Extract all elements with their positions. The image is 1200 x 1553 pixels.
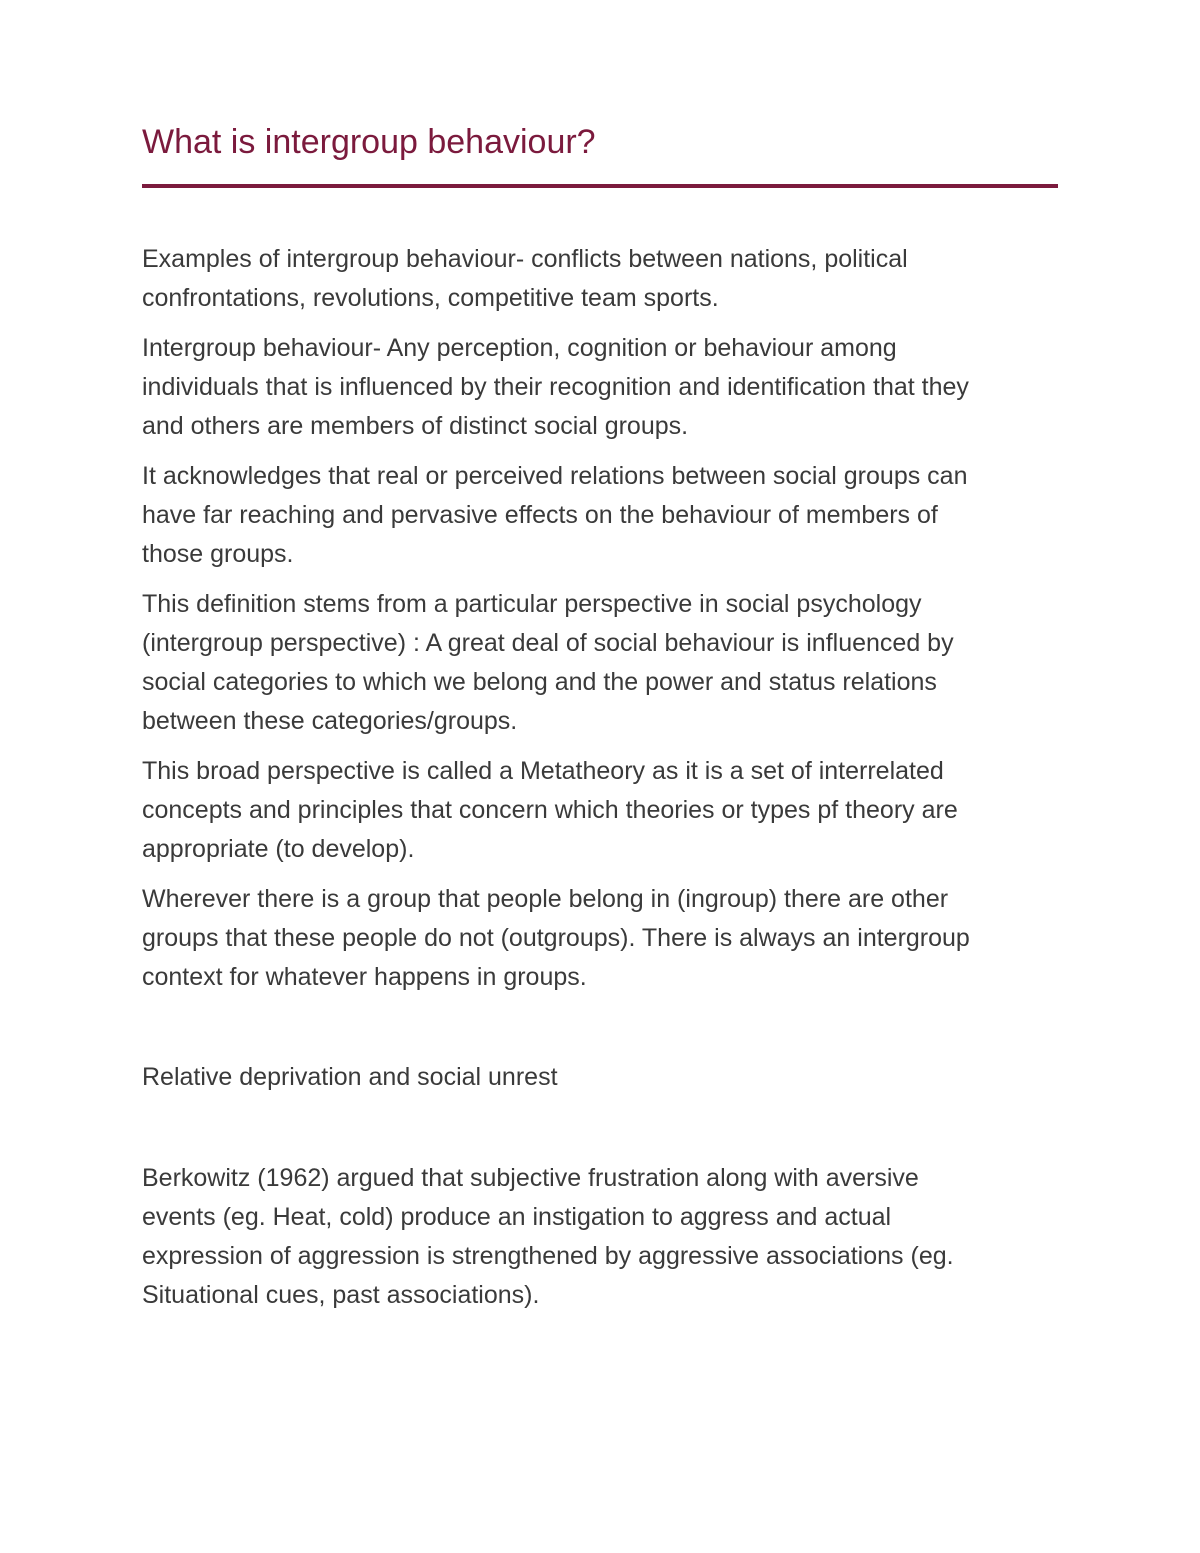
text-line: confrontations, revolutions, competitive team sports. <box>142 284 719 312</box>
paragraph-intergroup-examples <box>142 240 1062 318</box>
text-line: Situational cues, past associations). <box>142 1281 540 1309</box>
text-line: It acknowledges that real or perceived relations between social groups can <box>142 462 968 490</box>
text-line: and others are members of distinct social groups. <box>142 412 689 440</box>
text-line: Relative deprivation and social unrest <box>142 1063 558 1091</box>
paragraph-intergroup-perspective <box>142 585 1062 741</box>
page-title: What is intergroup behaviour? <box>142 123 596 161</box>
text-line: context for whatever happens in groups. <box>142 963 587 991</box>
text-line: between these categories/groups. <box>142 707 518 735</box>
paragraph-intergroup-definition <box>142 329 1062 446</box>
text-line: (intergroup perspective) : A great deal of social behaviour is influenced by <box>142 629 954 657</box>
text-line: This broad perspective is called a Metatheory as it is a set of interrelated <box>142 757 944 785</box>
section-heading-relative-deprivation <box>142 1058 1062 1097</box>
text-line: events (eg. Heat, cold) produce an instigation to aggress and actual <box>142 1203 892 1231</box>
paragraph-ingroup-outgroup <box>142 880 1062 997</box>
text-line: individuals that is influenced by their recognition and identification that they <box>142 373 969 401</box>
text-line: This definition stems from a particular perspective in social psychology <box>142 590 922 618</box>
text-line: expression of aggression is strengthened by aggressive associations (eg. <box>142 1242 954 1270</box>
text-line: concepts and principles that concern which theories or types pf theory are <box>142 796 958 824</box>
text-line: have far reaching and pervasive effects on the behaviour of members of <box>142 501 938 529</box>
text-line: social categories to which we belong and the power and status relations <box>142 668 937 696</box>
text-line: appropriate (to develop). <box>142 835 415 863</box>
title-divider <box>142 184 1058 188</box>
text-line: Intergroup behaviour- Any perception, cognition or behaviour among <box>142 334 897 362</box>
paragraph-metatheory <box>142 752 1062 869</box>
text-line: Examples of intergroup behaviour- conflicts between nations, political <box>142 245 908 273</box>
paragraph-relations-effects <box>142 457 1062 574</box>
text-line: groups that these people do not (outgroups). There is always an intergroup <box>142 924 970 952</box>
text-line: those groups. <box>142 540 294 568</box>
text-line: Berkowitz (1962) argued that subjective frustration along with aversive <box>142 1164 919 1192</box>
text-line: Wherever there is a group that people belong in (ingroup) there are other <box>142 885 949 913</box>
paragraph-berkowitz <box>142 1159 1062 1315</box>
